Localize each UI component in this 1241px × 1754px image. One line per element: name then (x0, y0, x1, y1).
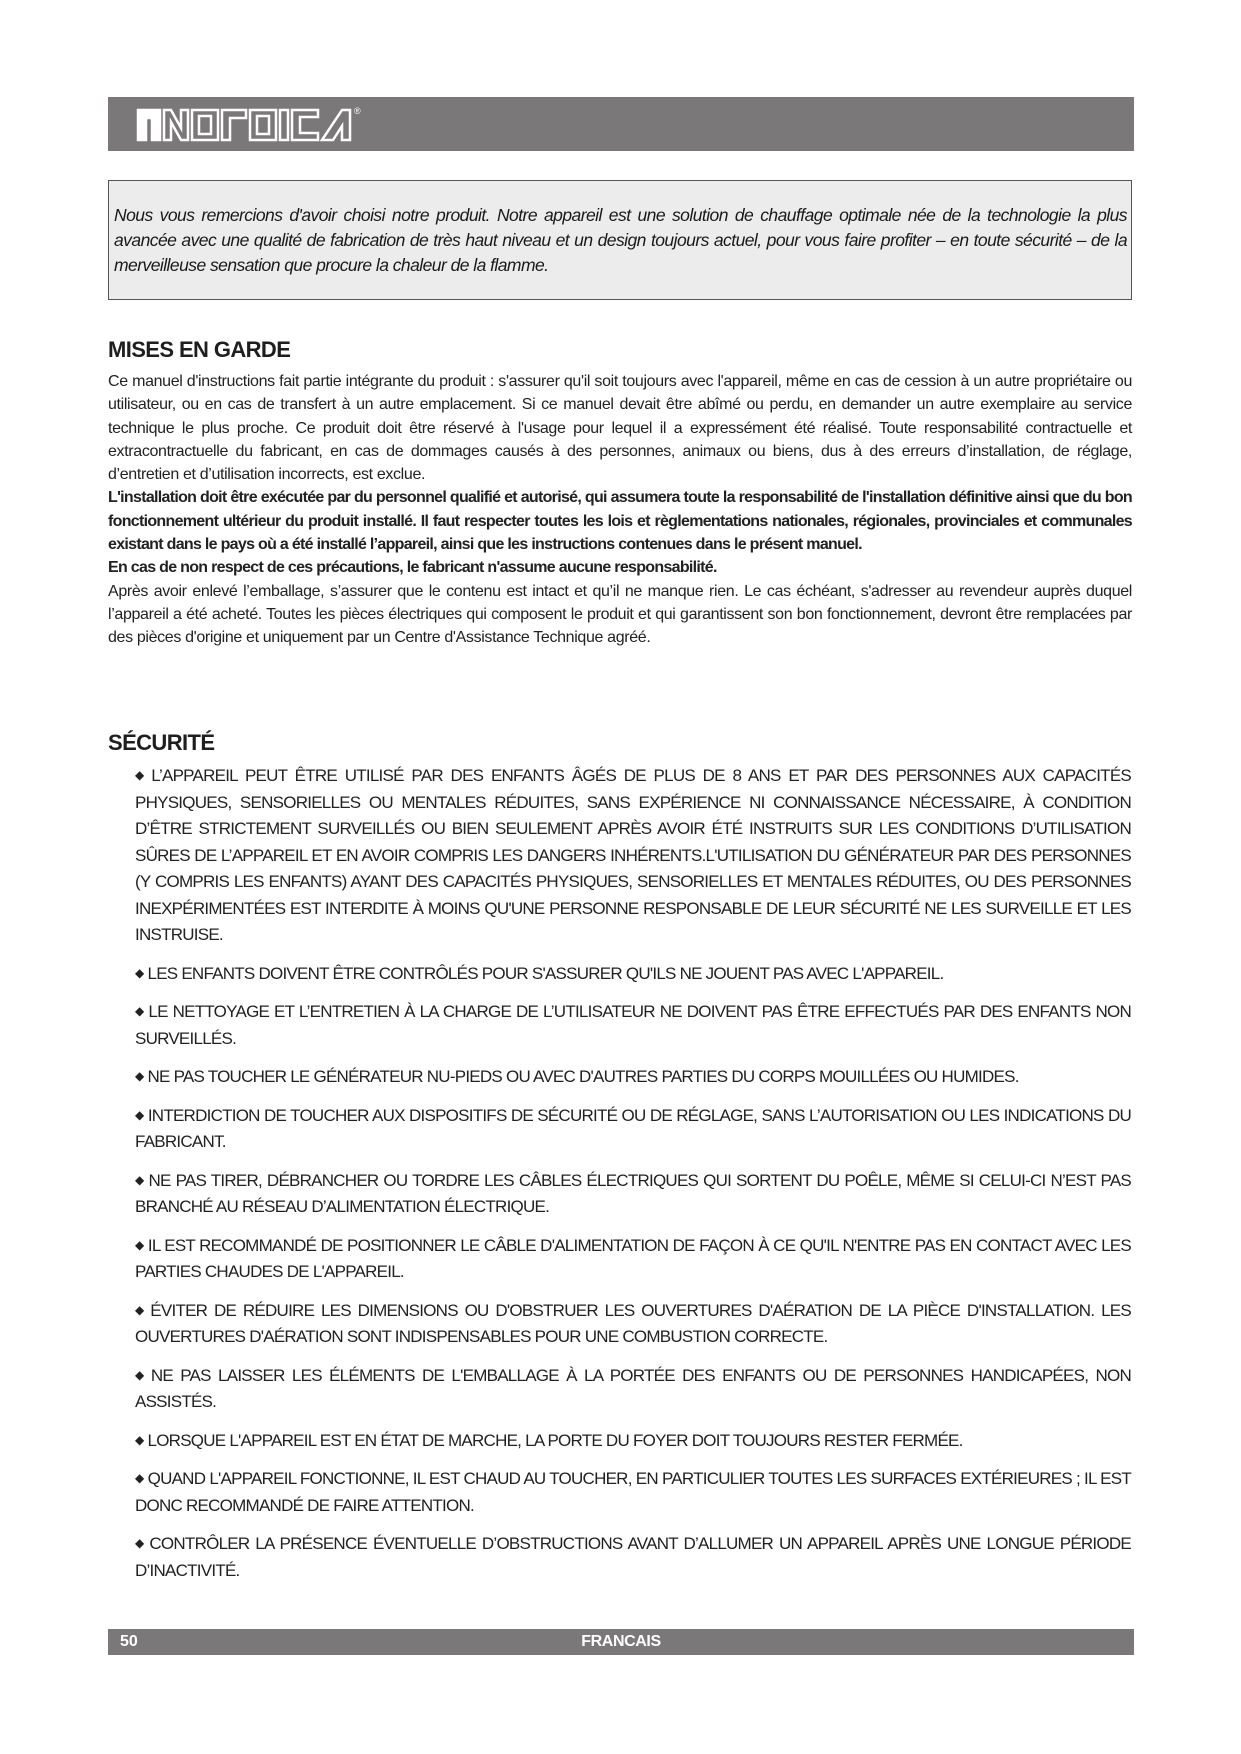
list-item (135, 960, 1131, 988)
list-item (135, 1102, 1131, 1156)
paragraph: Ce manuel d'instructions fait partie intégrante du produit : s'assurer qu'il soit toujours avec l'appareil, même en cas de cession à un autre propriétaire ou utilisateur, ou en cas de transfert à un autre emplacement. Si ce manuel devait être abîmé ou perdu, en demander un autre exemplaire au service technique le plus proche. Ce produit doit être réservé à l'usage pour lequel il a expressément été réalisé. Toute responsabilité contractuelle et extracontractuelle du fabricant, en cas de dommages causés à des personnes, animaux ou biens, dus à des erreurs d’installation, de réglage, d’entretien et d’utilisation incorrects, est exclue. (108, 373, 1132, 484)
list-item (135, 1427, 1131, 1455)
list-item (135, 1167, 1131, 1221)
item-text: ÉVITER DE RÉDUIRE LES DIMENSIONS OU D'OBSTRUER LES OUVERTURES D'AÉRATION DE LA PIÈCE D'INSTALLATION. LES OUVERTURES D'AÉRATION SONT INDISPENSABLES POUR UNE COMBUSTION CORRECTE. (135, 1300, 1131, 1346)
intro-box (108, 180, 1132, 300)
list-item (135, 1297, 1131, 1351)
mises-en-garde-title: MISES EN GARDE (108, 337, 291, 362)
list-item (135, 998, 1131, 1052)
item-text: NE PAS TIRER, DÉBRANCHER OU TORDRE LES CÂBLES ÉLECTRIQUES QUI SORTENT DU POÊLE, MÊME SI CELUI-CI N’EST PAS BRANCHÉ AU RÉSEAU D’ALIMENTATION ÉLECTRIQUE. (135, 1170, 1131, 1216)
header-bar (108, 97, 1134, 151)
list-item (135, 1530, 1131, 1584)
diamond-bullet-icon: ◆ (135, 1536, 146, 1550)
item-text: LES ENFANTS DOIVENT ÊTRE CONTRÔLÉS POUR S'ASSURER QU'ILS NE JOUENT PAS AVEC L'APPAREIL. (147, 963, 944, 983)
nordica-logo (134, 102, 394, 153)
item-text: LE NETTOYAGE ET L’ENTRETIEN À LA CHARGE DE L’UTILISATEUR NE DOIVENT PAS ÊTRE EFFECTUÉS PAR DES ENFANTS NON SURVEILLÉS. (135, 1002, 1131, 1048)
registered-mark: ® (354, 106, 361, 116)
mises-en-garde-body (108, 370, 1132, 650)
diamond-bullet-icon: ◆ (135, 1172, 145, 1187)
item-text: L’APPAREIL PEUT ÊTRE UTILISÉ PAR DES ENFANTS ÂGÉS DE PLUS DE 8 ANS ET PAR DES PERSONNES AUX CAPACITÉS PHYSIQUES, SENSORIELLES OU MENTALES RÉDUITES, SANS EXPÉRIENCE NI CONNAISSANCE NÉCESSAIRE, À CONDITION D’ÊTRE STRICTEMENT SURVEILLÉS OU BIEN SEULEMENT APRÈS AVOIR ÉTÉ INSTRUITS SUR LES CONDITIONS D’UTILISATION SÛRES DE L’APPAREIL ET EN AVOIR COMPRIS LES DANGERS INHÉRENTS.L'UTILISATION DU GÉNÉRATEUR PAR DES PERSONNES (Y COMPRIS LES ENFANTS) AYANT DES CAPACITÉS PHYSIQUES, SENSORIELLES ET MENTALES RÉDUITES, OU DES PERSONNES INEXPÉRIMENTÉES EST INTERDITE À MOINS QU'UNE PERSONNE RESPONSABLE DE LEUR SÉCURITÉ NE LES SURVEILLE ET LES INSTRUISE. (135, 766, 1131, 944)
diamond-bullet-icon: ◆ (135, 965, 144, 980)
list-item (135, 1232, 1131, 1286)
diamond-bullet-icon: ◆ (135, 1302, 147, 1317)
language-label: FRANCAIS (581, 1633, 661, 1650)
diamond-bullet-icon: ◆ (135, 1432, 144, 1447)
diamond-bullet-icon: ◆ (135, 768, 148, 782)
diamond-bullet-icon: ◆ (135, 1237, 144, 1252)
list-item (135, 1063, 1131, 1091)
securite-list (135, 762, 1131, 1595)
securite-title: SÉCURITÉ (108, 730, 215, 755)
item-text: LORSQUE L'APPAREIL EST EN ÉTAT DE MARCHE, LA PORTE DU FOYER DOIT TOUJOURS RESTER FERMÉE. (147, 1430, 963, 1450)
installation-warning: L'installation doit être exécutée par du personnel qualifié et autorisé, qui assumera toute la responsabilité de l'installation définitive ainsi que du bon fonctionnement ultérieur du produit installé. Il faut respecter toutes les lois et règlementations nationales, régionales, provinciales et communales existant dans le pays où a été installé l’appareil, ainsi que les instructions contenues dans le présent manuel. (108, 489, 1132, 554)
item-text: QUAND L'APPAREIL FONCTIONNE, IL EST CHAUD AU TOUCHER, EN PARTICULIER TOUTES LES SURFACES EXTÉRIEURES ; IL EST DONC RECOMMANDÉ DE FAIRE ATTENTION. (135, 1469, 1131, 1515)
footer-bar (108, 1629, 1134, 1655)
list-item (135, 1362, 1131, 1416)
diamond-bullet-icon: ◆ (135, 1471, 144, 1485)
page-number: 50 (120, 1633, 138, 1650)
item-text: NE PAS TOUCHER LE GÉNÉRATEUR NU-PIEDS OU AVEC D'AUTRES PARTIES DU CORPS MOUILLÉES OU HUMIDES. (147, 1067, 1019, 1086)
diamond-bullet-icon: ◆ (135, 1069, 144, 1083)
diamond-bullet-icon: ◆ (135, 1004, 145, 1018)
item-text: INTERDICTION DE TOUCHER AUX DISPOSITIFS DE SÉCURITÉ OU DE RÉGLAGE, SANS L’AUTORISATION OU LES INDICATIONS DU FABRICANT. (135, 1105, 1131, 1151)
liability-warning: En cas de non respect de ces précautions, le fabricant n'assume aucune responsabilité. (108, 559, 717, 577)
list-item (135, 1465, 1131, 1519)
item-text: CONTRÔLER LA PRÉSENCE ÉVENTUELLE D’OBSTRUCTIONS AVANT D’ALLUMER UN APPAREIL APRÈS UNE LONGUE PÉRIODE D’INACTIVITÉ. (135, 1534, 1131, 1580)
item-text: IL EST RECOMMANDÉ DE POSITIONNER LE CÂBLE D'ALIMENTATION DE FAÇON À CE QU'IL N'ENTRE PAS EN CONTACT AVEC LES PARTIES CHAUDES DE L'APPAREIL. (135, 1235, 1131, 1281)
paragraph: Après avoir enlevé l’emballage, s’assurer que le contenu est intact et qu’il ne manque rien. Le cas échéant, s'adresser au revendeur auprès duquel l’appareil a été acheté. Toutes les pièces électriques qui composent le produit et qui garantissent son bon fonctionnement, devront être remplacées par des pièces d'origine et uniquement par un Centre d'Assistance Technique agréé. (108, 582, 1132, 647)
item-text: NE PAS LAISSER LES ÉLÉMENTS DE L'EMBALLAGE À LA PORTÉE DES ENFANTS OU DE PERSONNES HANDICAPÉES, NON ASSISTÉS. (135, 1365, 1131, 1411)
intro-text: Nous vous remercions d'avoir choisi notre produit. Notre appareil est une solution de chauffage optimale née de la technologie la plus avancée avec une qualité de fabrication de très haut niveau et un design toujours actuel, pour vous faire profiter – en toute sécurité – de la merveilleuse sensation que procure la chaleur de la flamme. (114, 205, 1127, 275)
list-item (135, 762, 1131, 949)
diamond-bullet-icon: ◆ (135, 1367, 147, 1382)
diamond-bullet-icon: ◆ (135, 1107, 144, 1122)
